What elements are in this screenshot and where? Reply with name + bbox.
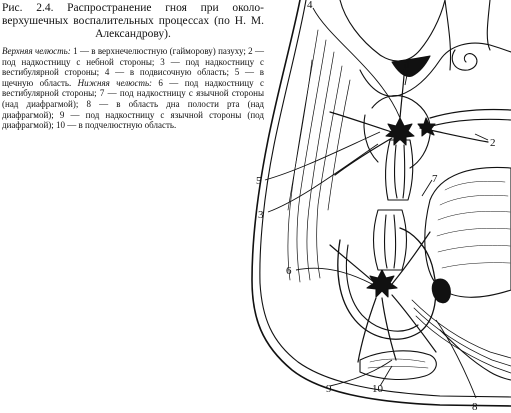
anatomical-illustration	[236, 0, 511, 413]
lower-jaw-legend: 6 — под надкостницу с вестибулярной стороны; 7 — под надкостницу с язычной стороны (над диафрагмой); 8 — в область дна полости рта (над диафрагмой); 9 — под надкостницу с язычной стороны (под диафрагмой); 10 — в подчелюстную область.	[2, 77, 264, 131]
hard-palate	[430, 109, 511, 118]
label-3: 3	[258, 209, 264, 221]
label-10: 10	[372, 383, 383, 395]
label-7: 7	[432, 173, 438, 185]
skin-line	[260, 0, 511, 397]
label-8: 8	[472, 401, 478, 413]
caption-legend	[2, 46, 264, 131]
figure-caption	[2, 2, 264, 131]
jaw-section-drawing	[236, 0, 511, 413]
hard-palate-lower	[432, 119, 511, 126]
tongue-texture	[437, 181, 510, 268]
label-4: 4	[307, 0, 313, 11]
label-5: 5	[256, 175, 262, 187]
label-leaders	[265, 8, 488, 398]
label-2: 2	[490, 137, 496, 149]
face-contour	[252, 0, 511, 406]
skull-base	[340, 0, 445, 61]
upper-tooth	[386, 140, 413, 200]
cheek-muscle	[288, 30, 350, 282]
caption-title: Рис. 2.4. Распространение гноя при около-верхушечных воспалительных процессах (по Н. М. Александрову).	[2, 2, 264, 40]
pus-pathways	[330, 62, 488, 362]
lower-tooth	[374, 210, 407, 270]
label-1: 1	[405, 59, 411, 71]
upper-jaw-heading: Верхняя челюсть:	[2, 46, 71, 56]
label-9: 9	[326, 383, 332, 395]
label-6: 6	[286, 265, 292, 277]
lower-jaw-heading: Нижняя челюсть:	[77, 77, 153, 88]
submandibular-gland	[360, 351, 436, 380]
mylohyoid-muscle	[412, 300, 511, 373]
tongue	[425, 167, 511, 297]
upper-abscess-palatal	[418, 118, 435, 136]
upper-jaw-legend: 1 — в верхнечелюстную (гайморову) пазуху; 2 — под надкостницу с небной стороны; 3 — под надкостницу с вестибулярной стороны; 4 — в подвисочную область; 5 — в щечную область.	[2, 46, 264, 88]
sinus-cavity	[392, 56, 430, 76]
nasal-concha	[452, 50, 477, 70]
